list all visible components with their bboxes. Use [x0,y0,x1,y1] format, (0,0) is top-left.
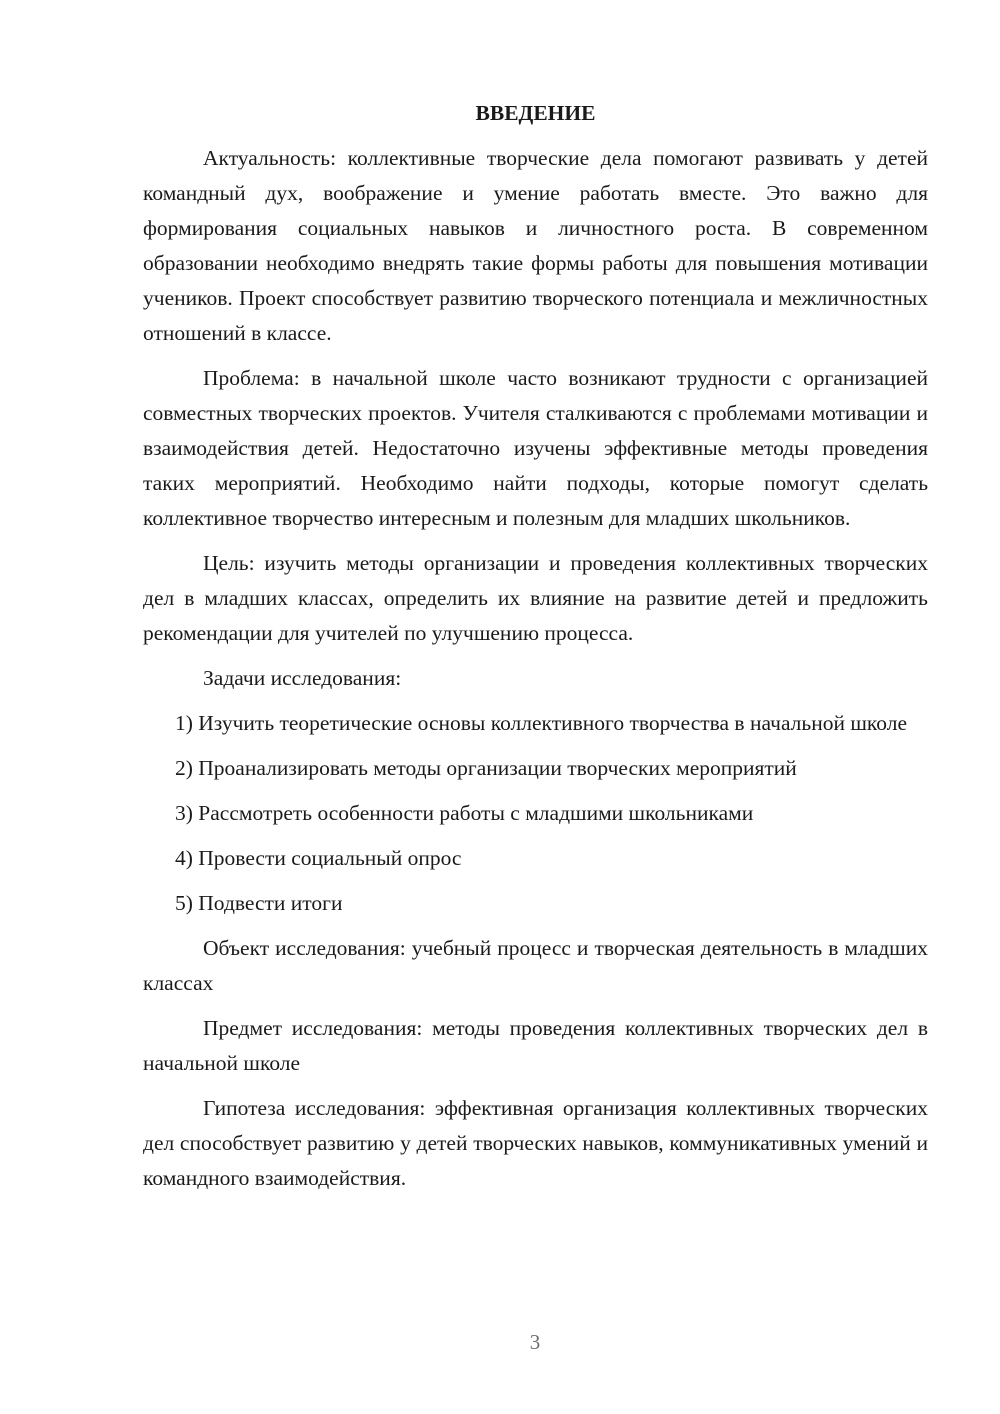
paragraph-hypothesis: Гипотеза исследования: эффективная организация коллективных творческих дел способствует развитию у детей творческих навыков, коммуникативных умений и командного взаимодействия. [143,1096,928,1190]
task-item: 3) Рассмотреть особенности работы с младшими школьниками [175,801,754,825]
task-item: 5) Подвести итоги [175,891,343,915]
paragraph-relevance: Актуальность: коллективные творческие дела помогают развивать у детей командный дух, воображение и умение работать вместе. Это важно для формирования социальных навыков и личностного роста. В современном образовании необходимо внедрять такие формы работы для повышения мотивации учеников. Проект способствует развитию творческого потенциала и межличностных отношений в классе. [143,146,928,345]
document-title: ВВЕДЕНИЕ [475,101,596,125]
page-number: 3 [529,1330,541,1354]
paragraph-object: Объект исследования: учебный процесс и творческая деятельность в младших классах [143,936,928,995]
task-item: 2) Проанализировать методы организации творческих мероприятий [175,756,797,780]
paragraph-subject: Предмет исследования: методы проведения коллективных творческих дел в начальной школе [143,1016,928,1075]
tasks-heading: Задачи исследования: [203,666,402,690]
task-item: 4) Провести социальный опрос [175,846,462,870]
paragraph-goal: Цель: изучить методы организации и проведения коллективных творческих дел в младших классах, определить их влияние на развитие детей и предложить рекомендации для учителей по улучшению процесса. [143,551,928,645]
document-page [143,96,928,1206]
task-item: 1) Изучить теоретические основы коллективного творчества в начальной школе [175,711,907,735]
paragraph-problem: Проблема: в начальной школе часто возникают трудности с организацией совместных творческих проектов. Учителя сталкиваются с проблемами мотивации и взаимодействия детей. Недостаточно изучены эффективные методы проведения таких мероприятий. Необходимо найти подходы, которые помогут сделать коллективное творчество интересным и полезным для младших школьников. [143,366,928,530]
